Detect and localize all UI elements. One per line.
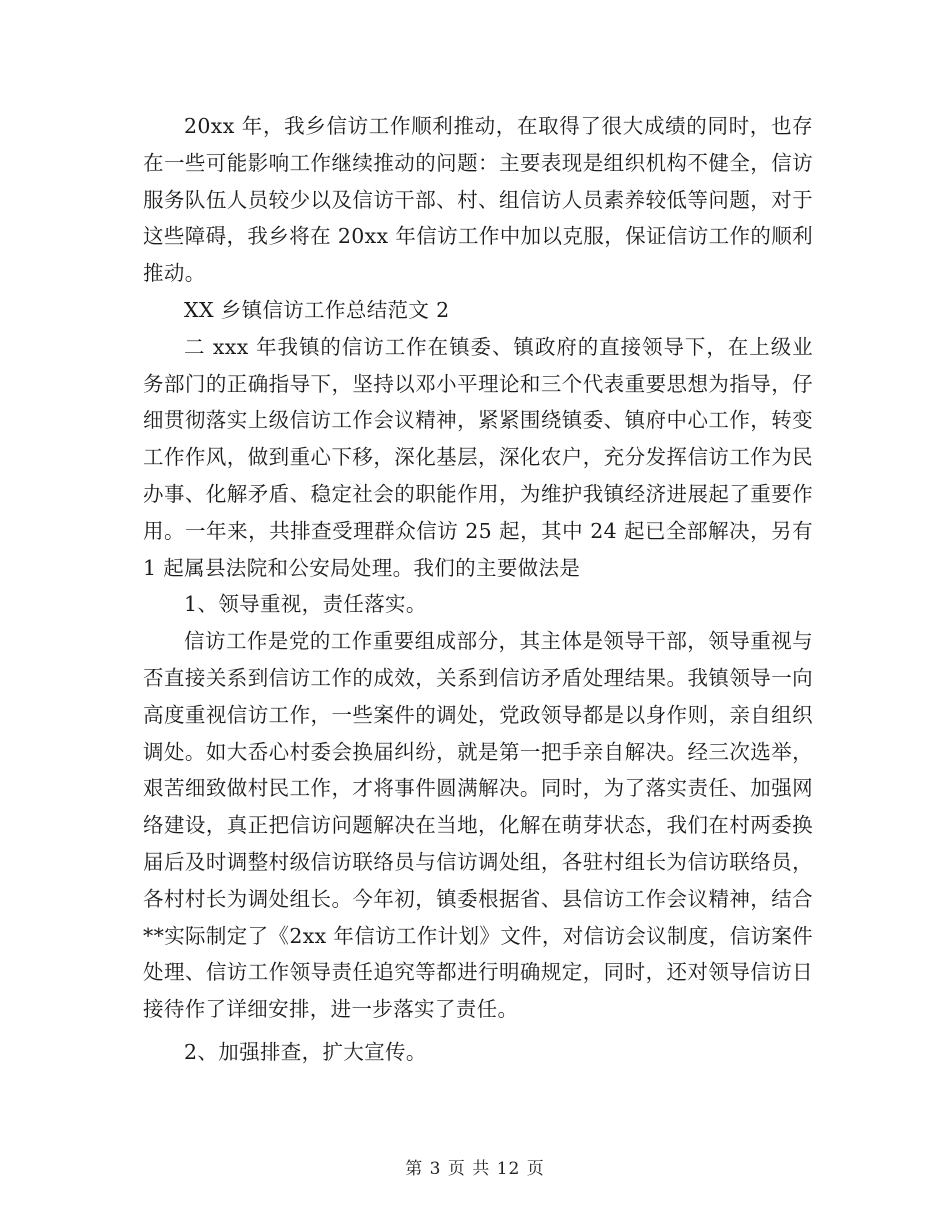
footer-page-total: 12 [496, 1159, 521, 1179]
footer-prefix: 第 [405, 1159, 424, 1179]
paragraph-leadership: 信访工作是党的工作重要组成部分，其主体是领导干部，领导重视与否直接关系到信访工作的成效，关系到信访矛盾处理结果。我镇领导一向高度重视信访工作，一些案件的调处，党政领导都是以身作则，亲自组织调处。如大岙心村委会换届纠纷，就是第一把手亲自解决。经三次选举，艰苦细致做村民工作，才将事件圆满解决。同时，为了落实责任、加强网络建设，真正把信访问题解决在当地，化解在萌芽状态，我们在村两委换届后及时调整村级信访联络员与信访调处组，各驻村组长为信访联络员，各村村长为调处组长。今年初，镇委根据省、县信访工作会议精神，结合**实际制定了《2xx 年信访工作计划》文件，对信访会议制度，信访案件处理、信访工作领导责任追究等都进行明确规定，同时，还对领导信访日接待作了详细安排，进一步落实了责任。 [143, 629, 813, 1022]
subheading-2: 2、加强排查，扩大宣传。 [184, 1039, 427, 1064]
document-body [143, 108, 813, 1071]
paragraph-summary: 20xx 年，我乡信访工作顺利推动，在取得了很大成绩的同时，也存在一些可能影响工作继续推动的问题：主要表现是组织机构不健全，信访服务队伍人员较少以及信访干部、村、组信访人员素养较低等问题，对于这些障碍，我乡将在 20xx 年信访工作中加以克服，保证信访工作的顺利推动。 [143, 114, 813, 286]
footer-suffix: 页 [526, 1159, 545, 1179]
footer-page-number: 3 [429, 1159, 442, 1179]
footer-mid: 页 共 [447, 1159, 491, 1179]
page-footer [0, 1154, 950, 1179]
section-title: XX 乡镇信访工作总结范文 2 [184, 297, 450, 322]
paragraph-intro: 二 xxx 年我镇的信访工作在镇委、镇政府的直接领导下，在上级业务部门的正确指导下，坚持以邓小平理论和三个代表重要思想为指导，仔细贯彻落实上级信访工作会议精神，紧紧围绕镇委、镇府中心工作，转变工作作风，做到重心下移，深化基层，深化农户，充分发挥信访工作为民办事、化解矛盾、稳定社会的职能作用，为维护我镇经济进展起了重要作用。一年来，共排查受理群众信访 25 起，其中 24 起已全部解决，另有 1 起属县法院和公安局处理。我们的主要做法是 [143, 334, 813, 580]
subheading-1: 1、领导重视，责任落实。 [184, 592, 427, 617]
